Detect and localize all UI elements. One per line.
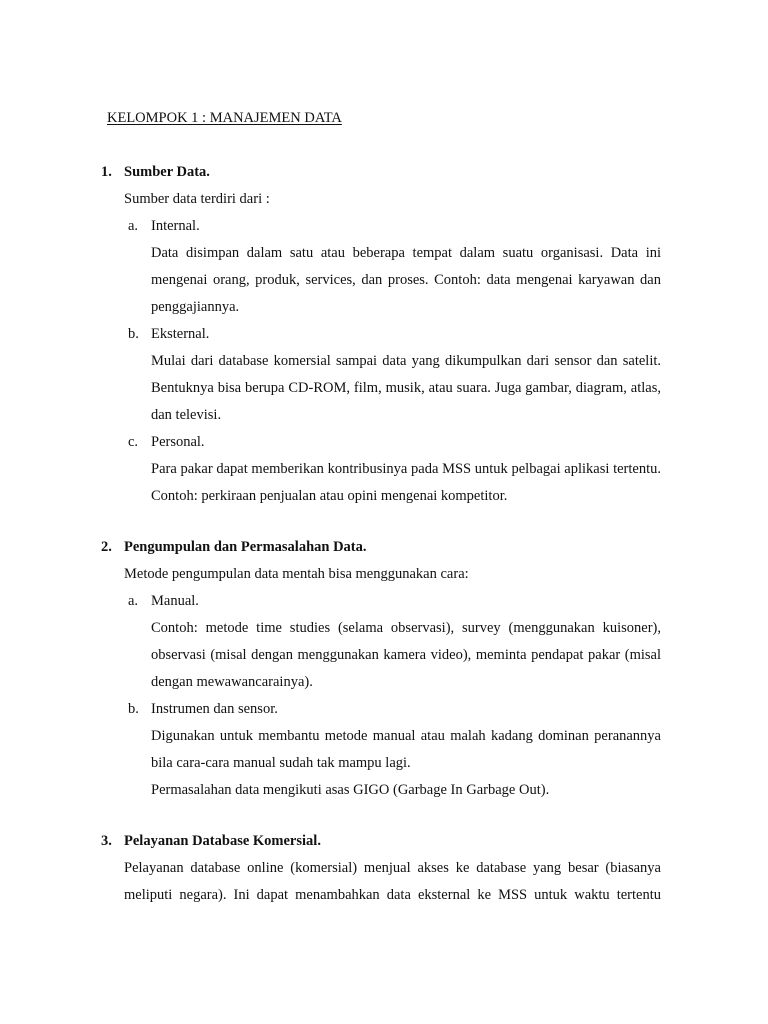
subsection-personal [101, 429, 661, 510]
subsection-label: Personal. [151, 434, 205, 450]
section-title: Pelayanan Database Komersial. [124, 833, 321, 849]
subsection-label: Eksternal. [151, 326, 210, 342]
section-sumber-data [101, 159, 661, 510]
section-pelayanan-database [101, 828, 661, 909]
subsection-manual [101, 588, 661, 696]
section-heading [101, 828, 661, 855]
subsection-letter: b. [128, 701, 139, 717]
paragraph: Para pakar dapat memberikan kontribusinya pada MSS untuk pelbagai aplikasi tertentu. Contoh: perkiraan penjualan atau opini mengenai kompetitor. [151, 461, 661, 504]
subsection-label: Internal. [151, 218, 200, 234]
paragraph: Data disimpan dalam satu atau beberapa tempat dalam suatu organisasi. Data ini mengenai orang, produk, services, dan proses. Contoh: data mengenai karyawan dan penggajiannya. [151, 245, 661, 315]
section-heading [101, 159, 661, 186]
subsection-instrumen [101, 696, 661, 804]
subsection-letter: c. [128, 434, 139, 450]
subsection-body [128, 456, 661, 510]
subsection-body [128, 240, 661, 321]
subsection-internal [101, 213, 661, 321]
subsection-letter: a. [128, 593, 139, 609]
paragraph: Contoh: metode time studies (selama observasi), survey (menggunakan kuisoner), observasi (misal dengan menggunakan kamera video), meminta pendapat pakar (misal dengan mewawancarainya). [151, 620, 661, 690]
subsection-heading [128, 588, 661, 615]
subsection-heading [128, 213, 661, 240]
subsection-letter: b. [128, 326, 139, 342]
section-intro: Sumber data terdiri dari : [124, 191, 270, 207]
section-title: Sumber Data. [124, 164, 210, 180]
section-number: 3. [101, 833, 112, 849]
subsection-heading [128, 321, 661, 348]
paragraph: Mulai dari database komersial sampai data yang dikumpulkan dari sensor dan satelit. Bentuknya bisa berupa CD-ROM, film, musik, atau suara. Juga gambar, diagram, atlas, dan televisi. [151, 353, 661, 423]
paragraph: Pelayanan database online (komersial) menjual akses ke database yang besar (biasanya meliputi negara). Ini dapat menambahkan data eksternal ke MSS untuk waktu tertentu [124, 860, 661, 903]
section-pengumpulan-data [101, 534, 661, 804]
section-number: 1. [101, 164, 112, 180]
section-heading [101, 534, 661, 561]
subsection-label: Manual. [151, 593, 199, 609]
subsection-label: Instrumen dan sensor. [151, 701, 278, 717]
section-intro: Metode pengumpulan data mentah bisa menggunakan cara: [124, 566, 469, 582]
subsection-eksternal [101, 321, 661, 429]
subsection-heading [128, 696, 661, 723]
paragraph: Digunakan untuk membantu metode manual atau malah kadang dominan peranannya bila cara-cara manual sudah tak mampu lagi. [151, 728, 661, 771]
paragraph: Permasalahan data mengikuti asas GIGO (Garbage In Garbage Out). [151, 782, 550, 798]
subsection-heading [128, 429, 661, 456]
subsection-letter: a. [128, 218, 139, 234]
subsection-body [128, 348, 661, 429]
document-title: KELOMPOK 1 : MANAJEMEN DATA [107, 110, 342, 126]
section-body [101, 855, 661, 909]
section-number: 2. [101, 539, 112, 555]
section-title: Pengumpulan dan Permasalahan Data. [124, 539, 367, 555]
subsection-body [128, 723, 661, 804]
subsection-body [128, 615, 661, 696]
